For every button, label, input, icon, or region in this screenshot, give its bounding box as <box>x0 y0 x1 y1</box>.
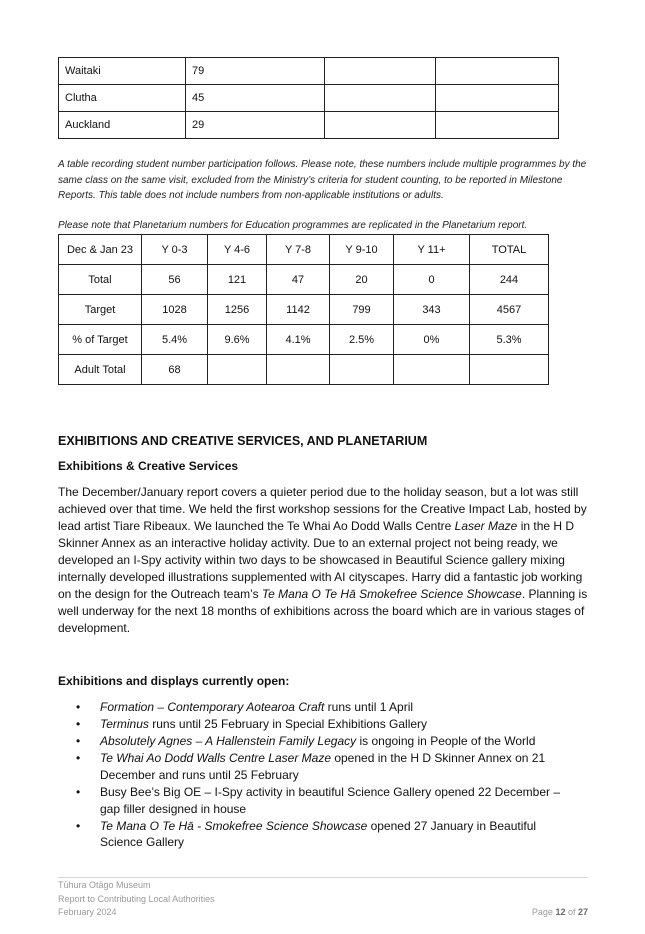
table-cell: Clutha <box>59 85 186 112</box>
table-cell: 244 <box>470 265 549 295</box>
exhibition-detail: runs until 25 February in Special Exhibitions Gallery <box>148 717 428 732</box>
exhibition-detail: opened 27 January in Beautiful Science Gallery <box>100 818 537 850</box>
list-item <box>58 733 578 750</box>
table-cell <box>267 355 330 385</box>
exhibition-detail: Busy Bee’s Big OE – I-Spy activity in beautiful Science Gallery opened 22 December – gap filler designed in house <box>100 784 561 816</box>
table-cell: Waitaki <box>59 58 186 85</box>
table-cell: 56 <box>142 265 208 295</box>
table-cell <box>436 112 559 139</box>
participation-row <box>59 265 549 295</box>
footer-date: February 2024 <box>58 907 117 917</box>
table-cell: Auckland <box>59 112 186 139</box>
table-cell <box>436 85 559 112</box>
list-item <box>58 699 578 716</box>
page-prefix: Page <box>531 907 556 917</box>
participation-row <box>59 325 549 355</box>
note-paragraph: A table recording student number participation follows. Please note, these numbers include multiple programmes by the same class on the same visit, excluded from the Ministry’s criteria for student counting, to be reported in Milestone Reports. This table does not include numbers from non-applicable institutions or adults. <box>58 159 587 201</box>
table-cell: 0% <box>394 325 470 355</box>
exhibition-title: Te Whai Ao Dodd Walls Centre Laser Maze <box>100 751 331 766</box>
district-row <box>59 112 559 139</box>
exhibition-title: Te Mana O Te Hā - Smokefree Science Showcase <box>100 818 368 833</box>
column-header: Y 7-8 <box>267 235 330 265</box>
exhibition-title: Absolutely Agnes – A Hallenstein Family Legacy <box>100 734 357 749</box>
table-cell: 79 <box>186 58 325 85</box>
table-cell: 4567 <box>470 295 549 325</box>
table-cell <box>470 355 549 385</box>
exhibition-detail: opened in the H D Skinner Annex on 21 December and runs until 25 February <box>100 751 546 782</box>
exhibition-title: Formation – Contemporary Aotearoa Craft <box>100 700 325 714</box>
bullet-icon: • <box>76 717 81 732</box>
exhibition-detail: runs until 1 April <box>324 700 414 714</box>
table-cell: 20 <box>330 265 394 295</box>
column-header: Dec & Jan 23 <box>59 235 142 265</box>
table-cell: Adult Total <box>59 355 142 385</box>
table-cell: 47 <box>267 265 330 295</box>
body-em-1: Laser Maze <box>454 519 518 533</box>
page-current: 12 <box>555 907 566 917</box>
body-paragraph <box>58 484 590 637</box>
page-number <box>532 906 588 920</box>
table-cell: 1142 <box>267 295 330 325</box>
column-header: Y 0-3 <box>142 235 208 265</box>
footer-divider <box>58 877 588 878</box>
participation-table-body <box>59 265 549 385</box>
body-text-1: The December/January report covers a quieter period due to the holiday season, but a lot was still achieved over that time. We held the first workshop sessions for the Creative Impact Lab, hosted by lead artist Tiare Ribeaux. We launched the Te Whai Ao Dodd Walls Centre <box>58 485 587 533</box>
table-cell: 2.5% <box>330 325 394 355</box>
participation-table <box>58 234 549 385</box>
table-cell: Total <box>59 265 142 295</box>
participation-header-row <box>59 235 549 265</box>
table-cell: 29 <box>186 112 325 139</box>
body-em-2: Te Mana O Te Hā Smokefree Science Showcase <box>261 587 522 601</box>
table-cell <box>394 355 470 385</box>
bullet-icon: • <box>76 734 81 749</box>
body-text-2: in the H D Skinner Annex as an interactive holiday activity. Due to an external project not being ready, we developed an I-Spy activity within two days to be showcased in Beautiful Science gallery mixing internally developed illustrations supplemented with AI cityscapes. Harry did a fantastic job working on the design for the Outreach team’s <box>58 519 583 601</box>
table-cell: 121 <box>208 265 267 295</box>
bullet-icon: • <box>76 751 81 766</box>
table-cell <box>325 112 436 139</box>
table-cell: 9.6% <box>208 325 267 355</box>
bullet-icon: • <box>76 784 81 799</box>
table-cell: 0 <box>394 265 470 295</box>
participation-row <box>59 295 549 325</box>
district-row <box>59 85 559 112</box>
table-cell: 68 <box>142 355 208 385</box>
list-item <box>58 750 578 783</box>
table-cell <box>330 355 394 385</box>
exhibition-title: Terminus <box>100 717 149 732</box>
table-cell: 799 <box>330 295 394 325</box>
table-cell: 1256 <box>208 295 267 325</box>
exhibitions-heading: Exhibitions and displays currently open: <box>58 674 290 688</box>
footer-block <box>58 879 215 920</box>
column-header: Y 4-6 <box>208 235 267 265</box>
table-cell: % of Target <box>59 325 142 355</box>
district-row <box>59 58 559 85</box>
district-table <box>58 57 559 139</box>
section-heading: EXHIBITIONS AND CREATIVE SERVICES, AND PLANETARIUM <box>58 434 428 448</box>
subheading: Exhibitions & Creative Services <box>58 459 239 473</box>
table-cell: 1028 <box>142 295 208 325</box>
column-header: TOTAL <box>470 235 549 265</box>
table-cell: 5.4% <box>142 325 208 355</box>
table-cell: 45 <box>186 85 325 112</box>
page-total: 27 <box>577 907 588 917</box>
table-cell: Target <box>59 295 142 325</box>
table-cell: 343 <box>394 295 470 325</box>
page-of: of <box>565 907 578 917</box>
participation-row <box>59 355 549 385</box>
column-header: Y 11+ <box>394 235 470 265</box>
footer-report-title: Report to Contributing Local Authorities <box>58 893 215 904</box>
exhibitions-list <box>58 699 578 851</box>
table-cell <box>325 85 436 112</box>
table-cell: 4.1% <box>267 325 330 355</box>
table-cell <box>325 58 436 85</box>
list-item <box>58 784 578 817</box>
district-table-body <box>59 58 559 139</box>
planetarium-note: Please note that Planetarium numbers for Education programmes are replicated in the Planetarium report. <box>58 220 528 231</box>
table-cell <box>436 58 559 85</box>
column-header: Y 9-10 <box>330 235 394 265</box>
footer-org: Tūhura Otāgo Museum <box>58 880 151 890</box>
participation-table-head <box>59 235 549 265</box>
table-cell <box>208 355 267 385</box>
bullet-icon: • <box>76 818 81 833</box>
exhibition-detail: is ongoing in People of the World <box>356 734 536 749</box>
bullet-icon: • <box>76 700 81 714</box>
list-item <box>58 716 578 733</box>
table-cell: 5.3% <box>470 325 549 355</box>
list-item <box>58 818 578 851</box>
body-text-3: . Planning is well underway for the next 18 months of exhibitions across the board which are in various stages of development. <box>58 587 588 635</box>
